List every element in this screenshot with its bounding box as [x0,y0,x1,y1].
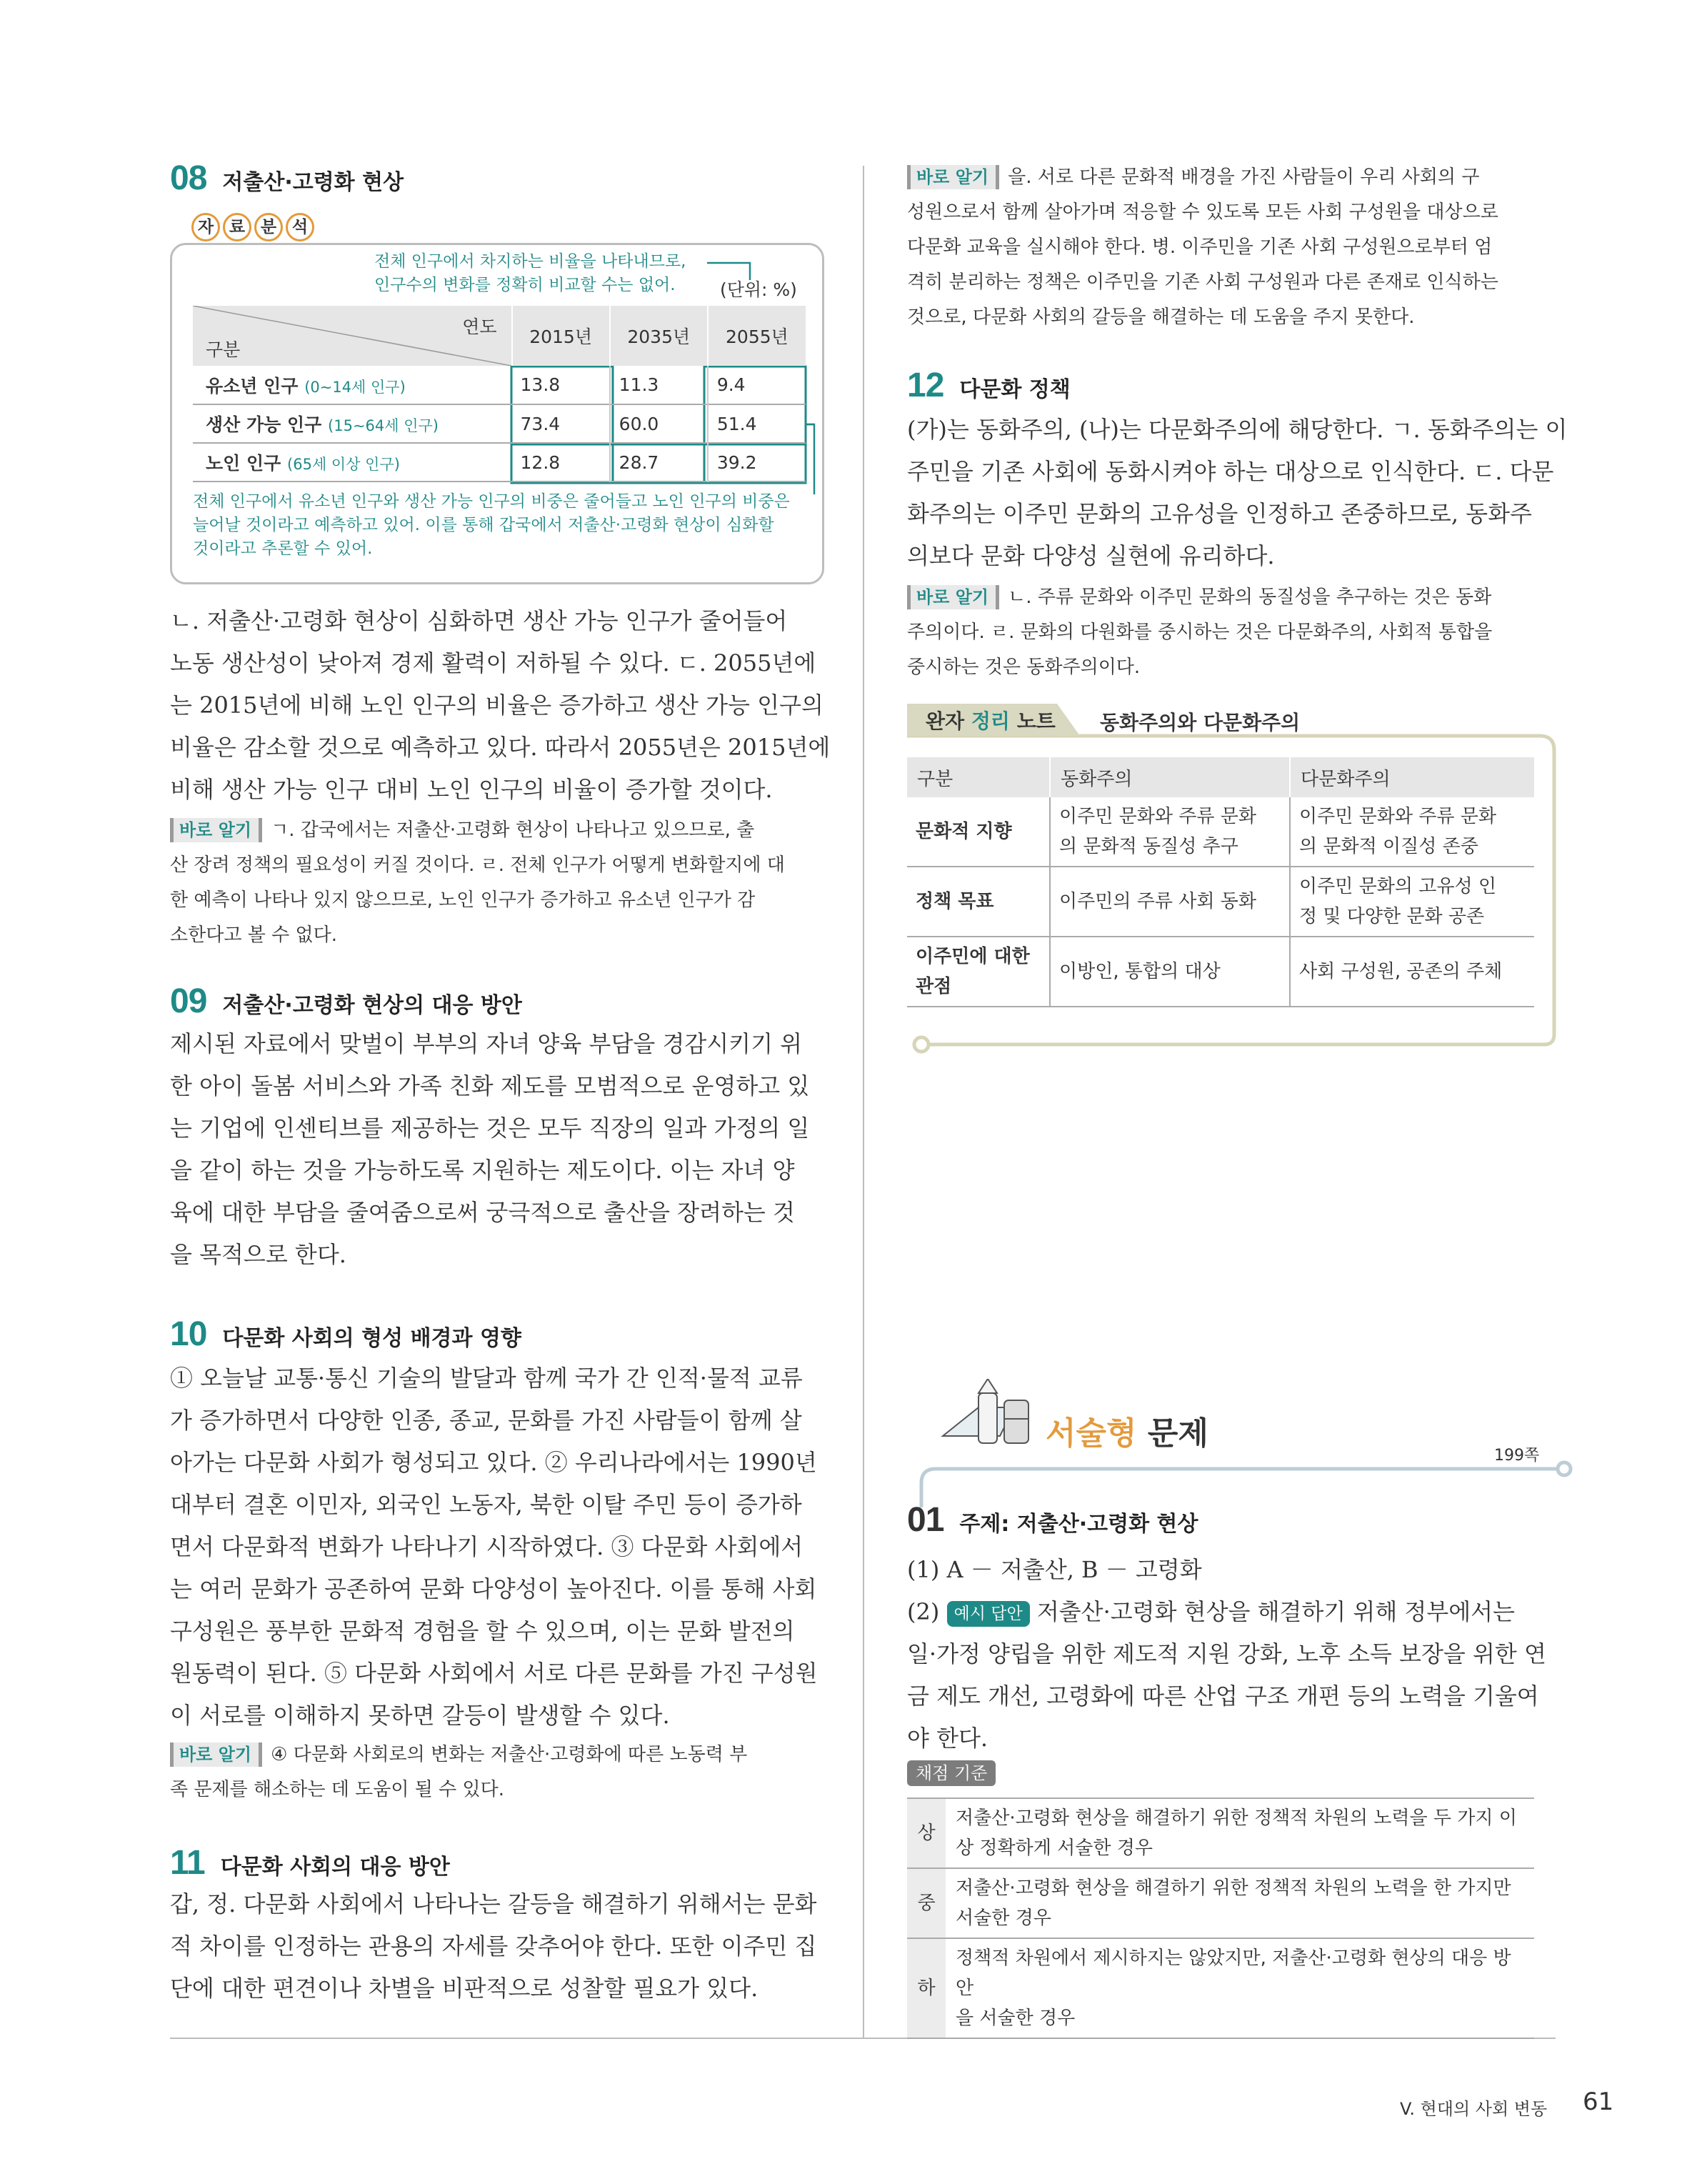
col-header: 구분 [907,757,1050,797]
q10-correction: 바로 알기 ④ 다문화 사회로의 변화는 저출산·고령화에 따른 노동력 부 족 문제를 해소하는 데 도움이 될 수 있다. [170,1744,748,1800]
question-number: 09 [170,982,207,1020]
question-number: 01 [907,1501,944,1539]
question-title: 저출산·고령화 현상 [222,170,404,195]
question-title: 다문화 사회의 형성 배경과 영향 [222,1326,521,1351]
col-header: 다문화주의 [1290,757,1534,797]
note-title: 동화주의와 다문화주의 [1100,711,1301,734]
essay-heading: 서술형 문제 [1046,1415,1208,1452]
title-char: 분 [254,213,283,241]
q12-correction: 바로 알기 ㄴ. 주류 문화와 이주민 문화의 동질성을 추구하는 것은 동화 주의이다. ㄹ. 문화의 다원화를 중시하는 것은 다문화주의, 사회적 통합을 중시하는 것은 동화주의이다. [907,587,1493,678]
q11-explanation: 갑, 정. 다문화 사회에서 나타나는 갈등을 해결하기 위해서는 문화 적 차이를 인정하는 관용의 자세를 갖추어야 한다. 또한 이주민 집 단에 대한 편견이나 차별을 비판적으로 성찰할 필요가 있다. [170,1890,817,2002]
title-char: 자 [191,213,220,241]
title-char: 석 [286,213,314,241]
page-number: 61 [1583,2088,1614,2116]
page-reference: 199쪽 [1494,1447,1540,1465]
corner-cell: 연도 구분 [193,306,512,366]
question-title: 저출산·고령화 현상의 대응 방안 [222,993,522,1018]
table-row: 중 저출산·고령화 현상을 해결하기 위한 정책적 차원의 노력을 한 가지만 서술한 경우 [907,1868,1534,1938]
unit-label: (단위: %) [720,279,797,300]
grading-table [907,1797,1534,2039]
correction-tag: 바로 알기 [907,585,999,609]
q08-correction: 바로 알기 ㄱ. 갑국에서는 저출산·고령화 현상이 나타나고 있으므로, 출 산 장려 정책의 필요성이 커질 것이다. ㄹ. 전체 인구가 어떻게 변화할지에 대 한 예측이 나타나 있지 않으므로, 노인 인구가 증가하고 유소년 인구가 감 소한다고 볼 수 없다. [170,819,785,946]
q11-correction: 바로 알기 을. 서로 다른 문화적 배경을 가진 사람들이 우리 사회의 구 성원으로서 함께 살아가며 적응할 수 있도록 모든 사회 구성원을 대상으로 다문화 교육을 실시해야 한다. 병. 이주민을 기존 사회 구성원으로부터 엄 격히 분리하는 정책은 이주민을 기존 사회 구성원과 다른 존재로 인식하는 것으로, 다문화 사회의 갈등을 해결하는 데 도움을 주지 못한다. [907,166,1498,328]
correction-tag: 바로 알기 [170,1742,262,1767]
year-header: 2015년 [512,306,610,366]
table-row: 유소년 인구 (0∼14세 인구) 13.8 11.3 9.4 [193,366,806,404]
table-row: 정책 목표 이주민의 주류 사회 동화 이주민 문화의 고유성 인 정 및 다양한 문화 공존 [907,867,1534,937]
table-row: 이주민에 대한 관점 이방인, 통합의 대상 사회 구성원, 공존의 주체 [907,937,1534,1007]
q10-explanation: ① 오늘날 교통·통신 기술의 발달과 함께 국가 간 인적·물적 교류 가 증가하면서 다양한 인종, 종교, 문화를 가진 사람들이 함께 살 아가는 다문화 사회가 형성되고 있다. ② 우리나라에서는 1990년 대부터 결혼 이민자, 외국인 노동자, 북한 이탈 주민 등이 증가하 면서 다문화적 변화가 나타나기 시작하였다. ③ 다문화 사회에서 는 여러 문화가 공존하여 문화 다양성이 높아진다. 이를 통해 사회 구성원은 풍부한 문화적 경험을 할 수 있으며, 이는 문화 발전의 원동력이 된다. ⑤ 다문화 사회에서 서로 다른 문화를 가진 구성원 이 서로를 이해하지 못하면 갈등이 발생할 수 있다. [170,1365,818,1729]
question-number: 10 [170,1315,207,1353]
footer-section: V. 현대의 사회 변동 [1400,2099,1548,2119]
annotation-top: 전체 인구에서 차지하는 비율을 나타내므로, 인구수의 변화를 정확히 비교할 수는 없어. [374,252,686,294]
annotation-bottom: 전체 인구에서 유소년 인구와 생산 가능 인구의 비중은 줄어들고 노인 인구의 비중은 늘어날 것이라고 예측하고 있어. 이를 통해 갑국에서 저출산·고령화 현상이 심화할 것이라고 추론할 수 있어. [193,492,790,558]
essay-answer: (1) A － 저출산, B － 고령화 (2) 예시 답안 저출산·고령화 현상을 해결하기 위해 정부에서는 일·가정 양립을 위한 제도적 지원 강화, 노후 소득 보장을 위한 연 금 제도 개선, 고령화에 따른 산업 구조 개편 등의 노력을 기울여 야 한다. [907,1556,1546,1752]
year-header: 2035년 [610,306,708,366]
table-row: 생산 가능 인구 (15∼64세 인구) 73.4 60.0 51.4 [193,404,806,443]
table-row: 상 저출산·고령화 현상을 해결하기 위한 정책적 차원의 노력을 두 가지 이 상 정확하게 서술한 경우 [907,1798,1534,1868]
year-header: 2055년 [726,326,789,347]
grading-criteria-label: 채점 기준 [907,1760,996,1786]
table-row: 노인 인구 (65세 이상 인구) 12.8 28.7 39.2 [193,443,806,482]
col-header: 동화주의 [1050,757,1290,797]
question-number: 11 [170,1844,205,1882]
essay-q01-heading [907,1500,1198,1540]
title-char: 료 [223,213,251,241]
question-number: 08 [170,159,207,197]
correction-tag: 바로 알기 [170,818,262,842]
q12-explanation: (가)는 동화주의, (나)는 다문화주의에 해당한다. ㄱ. 동화주의는 이 주민을 기존 사회에 동화시켜야 하는 대상으로 인식한다. ㄷ. 다문 화주의는 이주민 문화의 고유성을 인정하고 존중하므로, 동화주 의보다 문화 다양성 실현에 유리하다. [907,416,1568,569]
question-title: 다문화 정책 [959,377,1071,402]
table-row: 문화적 지향 이주민 문화와 주류 문화 의 문화적 동질성 추구 이주민 문화와 주류 문화 의 문화적 이질성 존중 [907,797,1534,867]
question-title: 주제: 저출산·고령화 현상 [959,1512,1198,1537]
correction-tag: 바로 알기 [907,165,999,189]
q08-explanation: ㄴ. 저출산·고령화 현상이 심화하면 생산 가능 인구가 줄어들어 노동 생산성이 낮아져 경제 활력이 저하될 수 있다. ㄷ. 2055년에 는 2015년에 비해 노인 인구의 비율은 증가하고 생산 가능 인구의 비율은 감소할 것으로 예측하고 있다. 따라서 2055년은 2015년에 비해 생산 가능 인구 대비 노인 인구의 비율이 증가할 것이다. [170,607,831,803]
question-title: 다문화 사회의 대응 방안 [220,1855,450,1880]
question-number: 12 [907,367,944,404]
sample-answer-tag: 예시 답안 [947,1601,1030,1627]
table-row: 하 정책적 차원에서 제시하지는 않았지만, 저출산·고령화 현상의 대응 방안 을 서술한 경우 [907,1938,1534,2038]
q09-explanation: 제시된 자료에서 맞벌이 부부의 자녀 양육 부담을 경감시키기 위 한 아이 돌봄 서비스와 가족 친화 제도를 모범적으로 운영하고 있 는 기업에 인센티브를 제공하는 것은 모두 직장의 일과 가정의 일 을 같이 하는 것을 가능하도록 지원하는 제도이다. 이는 자녀 양 육에 대한 부담을 줄여줌으로써 궁극적으로 출산을 장려하는 것 을 목적으로 한다. [170,1030,810,1268]
note-label: 완자 정리 노트 [926,709,1056,733]
